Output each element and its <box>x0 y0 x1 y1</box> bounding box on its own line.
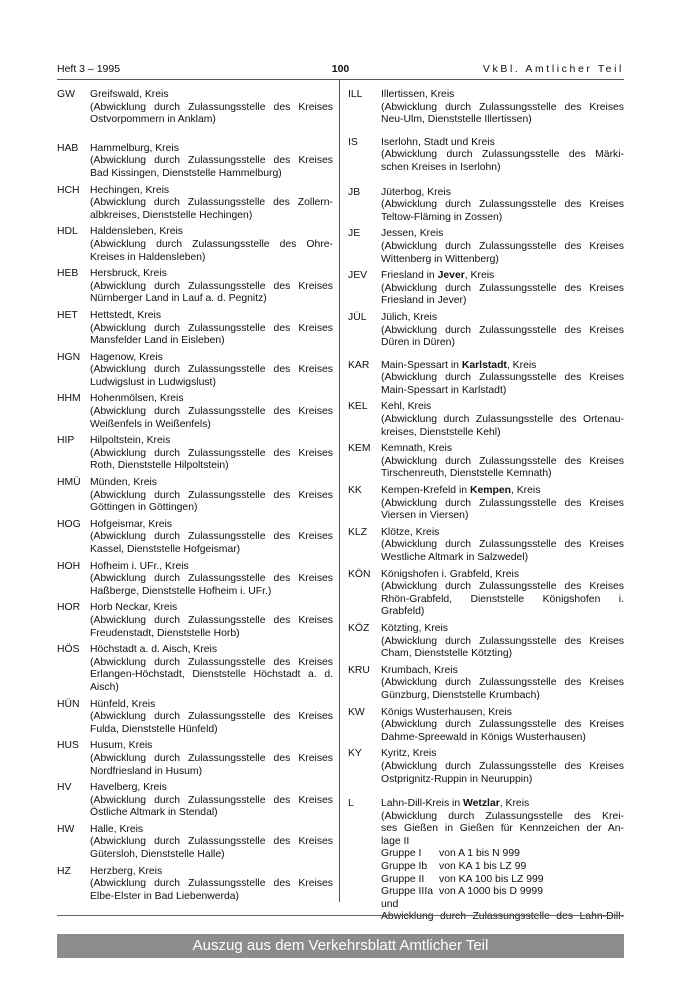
district-name: Hohenmölsen, Kreis <box>90 393 184 405</box>
group-name: Gruppe II <box>381 873 425 885</box>
bottom-rule <box>57 915 624 916</box>
entry-body <box>381 665 624 703</box>
entry-body <box>381 312 624 350</box>
entry-body <box>90 352 333 390</box>
district-name: Krumbach, Kreis <box>381 664 458 676</box>
district-code: KÖZ <box>348 622 370 634</box>
district-code: KLZ <box>348 526 368 538</box>
district-code: HÜN <box>57 698 80 710</box>
district-code: HÖS <box>57 644 80 656</box>
district-name: Haldensleben, Kreis <box>90 226 183 238</box>
entry-body <box>90 393 333 431</box>
plate-group <box>381 874 624 887</box>
district-name: Klötze, Kreis <box>381 526 440 538</box>
district-name: Iserlohn, Stadt und Kreis <box>381 136 495 148</box>
registration-entry <box>57 310 333 348</box>
registration-entry <box>348 569 624 619</box>
description-line: Viersen in Viersen) <box>381 510 469 522</box>
description-line: Grabfeld) <box>381 606 425 618</box>
registration-entry <box>348 665 624 703</box>
description-line: Haßberge, Dienststelle Hofheim i. UFr.) <box>90 585 272 597</box>
registration-entry <box>348 748 624 786</box>
district-code: HOR <box>57 602 81 614</box>
page-header <box>57 63 624 79</box>
district-name: Herzberg, Kreis <box>90 865 163 877</box>
registration-entry <box>348 270 624 308</box>
description-line: Mansfelder Land in Eisleben) <box>90 335 225 347</box>
description-line: Günzburg, Dienststelle Krumbach) <box>381 689 540 701</box>
entry-body <box>90 699 333 737</box>
registration-entry <box>348 707 624 745</box>
registration-entry <box>57 226 333 264</box>
district-name <box>381 485 624 498</box>
entry-body <box>381 137 624 175</box>
district-code: HUS <box>57 740 79 752</box>
name-prefix: Lahn-Dill-Kreis in <box>381 798 463 810</box>
seat-name: Kempen <box>469 485 511 497</box>
entry-body <box>90 561 333 599</box>
description-line: (Abwicklung durch Zulassungsstelle des Kreises <box>90 878 333 890</box>
description-line: lage II <box>381 835 410 847</box>
description-line: (Abwicklung durch Zulassungsstelle des Kreises <box>381 677 624 689</box>
footer-banner: Auszug aus dem Verkehrsblatt Amtlicher Teil <box>57 934 624 958</box>
description-line: Ludwigslust in Ludwigslust) <box>90 376 216 388</box>
district-name: Jülich, Kreis <box>381 311 438 323</box>
description-line: albkreises, Dienststelle Hechingen) <box>90 209 253 221</box>
entry-body <box>90 89 333 127</box>
district-code: KÖN <box>348 568 371 580</box>
district-name: Husum, Kreis <box>90 740 153 752</box>
registration-entry <box>348 623 624 661</box>
district-code: HV <box>57 782 72 794</box>
name-prefix: Friesland in <box>381 270 438 282</box>
district-code: HOH <box>57 560 81 572</box>
right-column <box>348 89 624 924</box>
description-line: (Abwicklung durch Zulassungsstelle des Kreises <box>90 711 333 723</box>
entry-body <box>90 310 333 348</box>
district-name: Horb Neckar, Kreis <box>90 602 178 614</box>
entry-body <box>90 602 333 640</box>
description-line: und <box>381 898 399 910</box>
description-line: Ostprignitz-Ruppin in Neuruppin) <box>381 773 533 785</box>
description-line: Nordfriesland in Husum) <box>90 765 203 777</box>
district-name: Münden, Kreis <box>90 477 157 489</box>
entry-body <box>381 623 624 661</box>
entry-body <box>381 527 624 565</box>
description-line: (Abwicklung durch Zulassungsstelle des Ohre- <box>90 238 333 250</box>
description-line: (Abwicklung durch Zulassungsstelle des Kreises <box>381 719 624 731</box>
entry-body <box>90 824 333 862</box>
issue-label: Heft 3 – 1995 <box>57 63 121 75</box>
registration-entry <box>57 435 333 473</box>
description-line: Nürnberger Land in Lauf a. d. Pegnitz) <box>90 293 267 305</box>
description-line: Friesland in Jever) <box>381 295 467 307</box>
group-name: Gruppe Ib <box>381 861 428 873</box>
entry-body <box>381 89 624 127</box>
entry-body <box>381 401 624 439</box>
registration-entry <box>348 527 624 565</box>
description-line: (Abwicklung durch Zulassungsstelle des Kreises <box>381 455 624 467</box>
entry-body <box>381 187 624 225</box>
left-column <box>57 89 333 903</box>
district-code: KEM <box>348 443 371 455</box>
description-line: (Abwicklung durch Zulassungsstelle des Kreises <box>381 760 624 772</box>
registration-entry <box>57 185 333 223</box>
plate-group <box>381 886 624 899</box>
registration-entry <box>57 824 333 862</box>
district-code: HW <box>57 823 75 835</box>
description-line: (Abwicklung durch Zulassungsstelle des Kreises <box>381 372 624 384</box>
district-code: HCH <box>57 184 80 196</box>
description-line: Fulda, Dienststelle Hünfeld) <box>90 723 218 735</box>
district-code: HZ <box>57 865 71 877</box>
description-line: (Abwicklung durch Zulassungsstelle des Kreises <box>90 155 333 167</box>
description-line: Main-Spessart in Karlstadt) <box>381 384 507 396</box>
description-line: kreises, Dienststelle Kehl) <box>381 426 501 438</box>
description-line: Tirschenreuth, Dienststelle Kemnath) <box>381 468 552 480</box>
registration-entry <box>348 187 624 225</box>
description-line: Rhön-Grabfeld, Dienststelle Königshofen i. <box>381 593 624 605</box>
registration-entry <box>57 352 333 390</box>
group-range: von KA 1 bis LZ 99 <box>439 861 527 873</box>
district-code: KRU <box>348 664 370 676</box>
plate-group <box>381 861 624 874</box>
entry-body <box>381 270 624 308</box>
district-name: Kehl, Kreis <box>381 401 432 413</box>
description-line: Aisch) <box>90 681 119 693</box>
district-code: HOG <box>57 518 81 530</box>
registration-entry <box>57 740 333 778</box>
description-line: (Abwicklung durch Zulassungsstelle des Kreises <box>381 324 624 336</box>
district-name: Hofgeismar, Kreis <box>90 518 172 530</box>
district-name: Königs Wusterhausen, Kreis <box>381 706 512 718</box>
district-name: Halle, Kreis <box>90 823 144 835</box>
registration-entry <box>57 477 333 515</box>
group-range: von KA 100 bis LZ 999 <box>439 873 544 885</box>
group-name: Gruppe IIIa <box>381 886 433 898</box>
description-line: (Abwicklung durch Zulassungsstelle des Kreises <box>381 539 624 551</box>
seat-name: Jever <box>437 270 465 282</box>
district-code: KY <box>348 748 362 760</box>
entry-body <box>381 798 624 924</box>
description-line: Kreises in Haldensleben) <box>90 251 206 263</box>
registration-entry <box>57 268 333 306</box>
description-line: (Abwicklung durch Zulassungsstelle des Zollern- <box>90 197 333 209</box>
description-line: (Abwicklung durch Zulassungsstelle des Krei- <box>381 810 624 822</box>
group-range: von A 1000 bis D 9999 <box>439 886 543 898</box>
description-line: Bad Kissingen, Dienststelle Hammelburg) <box>90 167 282 179</box>
description-line: Ostvorpommern in Anklam) <box>90 114 216 126</box>
district-code: HEB <box>57 268 79 280</box>
description-line: (Abwicklung durch Zulassungsstelle des Kreises <box>90 101 333 113</box>
district-name <box>381 798 624 811</box>
entry-body <box>381 360 624 398</box>
entry-body <box>381 707 624 745</box>
registration-entry <box>57 644 333 694</box>
description-line: (Abwicklung durch Zulassungsstelle des Kreises <box>90 531 333 543</box>
description-line: (Abwicklung durch Zulassungsstelle des Kreises <box>90 752 333 764</box>
district-code: HGN <box>57 351 81 363</box>
registration-entry <box>57 89 333 127</box>
description-line: Düren in Düren) <box>381 337 455 349</box>
district-code: HHM <box>57 393 81 405</box>
district-code: KK <box>348 485 362 497</box>
registration-entry <box>348 137 624 175</box>
header-rule <box>57 79 624 80</box>
name-suffix: , Kreis <box>464 270 495 282</box>
description-line: (Abwicklung durch Zulassungsstelle des Kreises <box>381 635 624 647</box>
district-code: HIP <box>57 435 75 447</box>
seat-name: Karlstadt <box>461 359 507 371</box>
description-line: (Abwicklung durch Zulassungsstelle des Kreises <box>90 364 333 376</box>
registration-entry <box>348 89 624 127</box>
district-code: JE <box>348 228 361 240</box>
name-suffix: , Kreis <box>499 798 530 810</box>
name-prefix: Kempen-Krefeld in <box>381 485 470 497</box>
description-line: Erlangen-Höchstadt, Dienststelle Höchstadt a. d. <box>90 669 333 681</box>
registration-entry <box>348 312 624 350</box>
district-name: Illertissen, Kreis <box>381 89 455 100</box>
registration-entry <box>348 798 624 924</box>
entry-body <box>90 185 333 223</box>
entry-body <box>381 228 624 266</box>
column-divider <box>339 80 340 902</box>
district-name: Königshofen i. Grabfeld, Kreis <box>381 568 520 580</box>
entry-body <box>90 782 333 820</box>
description-line: Teltow-Fläming in Zossen) <box>381 211 503 223</box>
description-line: Abwicklung durch Zulassungsstelle des Lahn-Dill- <box>381 911 624 923</box>
description-line: (Abwicklung durch Zulassungsstelle des Kreises <box>381 199 624 211</box>
description-line: Kassel, Dienststelle Hofgeismar) <box>90 544 241 555</box>
description-line: (Abwicklung durch Zulassungsstelle des Kreises <box>90 280 333 292</box>
entry-body <box>90 226 333 264</box>
description-line: Cham, Dienststelle Kötzting) <box>381 648 513 660</box>
district-name: Hettstedt, Kreis <box>90 309 162 321</box>
description-line: Gütersloh, Dienststelle Halle) <box>90 849 225 861</box>
description-line: Dahme-Spreewald in Königs Wusterhausen) <box>381 731 586 743</box>
description-line: (Abwicklung durch Zulassungsstelle des Kreises <box>381 581 624 593</box>
district-code: HAB <box>57 142 79 154</box>
entry-body <box>90 866 333 904</box>
page-number: 100 <box>331 63 350 75</box>
description-line: Östliche Altmark in Stendal) <box>90 807 218 819</box>
district-code: L <box>348 798 354 810</box>
district-code: HMÜ <box>57 477 81 489</box>
entry-body <box>90 143 333 181</box>
district-name: Hammelburg, Kreis <box>90 142 179 154</box>
plate-group <box>381 848 624 861</box>
description-line: (Abwicklung durch Zulassungsstelle des Kreises <box>90 322 333 334</box>
district-code: KAR <box>348 359 370 371</box>
district-code: GW <box>57 89 75 100</box>
description-line: (Abwicklung durch Zulassungsstelle des Kreises <box>90 614 333 626</box>
district-code: HDL <box>57 226 78 238</box>
registration-entry <box>57 602 333 640</box>
district-name: Hersbruck, Kreis <box>90 268 167 280</box>
description-line: schen Kreises in Iserlohn) <box>381 161 501 173</box>
district-name: Höchstadt a. d. Aisch, Kreis <box>90 644 218 656</box>
entry-body <box>381 569 624 619</box>
description-line: (Abwicklung durch Zulassungsstelle des Kreises <box>90 447 333 459</box>
entry-body <box>381 485 624 523</box>
registration-entry <box>348 401 624 439</box>
district-code: JÜL <box>348 311 367 323</box>
entry-body <box>90 519 333 557</box>
description-line: (Abwicklung durch Zulassungsstelle des Kreises <box>381 240 624 252</box>
district-name: Kemnath, Kreis <box>381 443 453 455</box>
description-line: (Abwicklung durch Zulassungsstelle des Märki- <box>381 149 624 161</box>
district-name: Hofheim i. UFr., Kreis <box>90 560 189 572</box>
registration-entry <box>57 393 333 431</box>
district-code: JB <box>348 186 361 198</box>
entry-body <box>90 644 333 694</box>
description-line: Westliche Altmark in Salzwedel) <box>381 552 529 563</box>
description-line: (Abwicklung durch Zulassungsstelle des Kreises <box>90 406 333 418</box>
district-name: Hagenow, Kreis <box>90 351 163 363</box>
description-line: (Abwicklung durch Zulassungsstelle des Ortenau- <box>381 414 624 426</box>
description-line: Weißenfels in Weißenfels) <box>90 418 211 430</box>
district-name: Kyritz, Kreis <box>381 748 437 760</box>
description-line: Freudenstadt, Dienststelle Horb) <box>90 627 240 639</box>
description-line: Neu-Ulm, Dienststelle Illertissen) <box>381 114 532 126</box>
registration-entry <box>57 782 333 820</box>
district-name: Havelberg, Kreis <box>90 782 167 794</box>
group-name: Gruppe I <box>381 848 422 860</box>
seat-name: Wetzlar <box>463 798 500 810</box>
name-prefix: Main-Spessart in <box>381 359 462 371</box>
group-range: von A 1 bis N 999 <box>439 848 520 860</box>
description-line: (Abwicklung durch Zulassungsstelle des Kreises <box>381 497 624 509</box>
entry-body <box>90 268 333 306</box>
district-name: Jessen, Kreis <box>381 228 444 240</box>
district-code: JEV <box>348 270 368 282</box>
registration-entry <box>348 443 624 481</box>
description-line: (Abwicklung durch Zulassungsstelle des Kreises <box>90 573 333 585</box>
district-name: Hünfeld, Kreis <box>90 698 156 710</box>
description-line: (Abwicklung durch Zulassungsstelle des Kreises <box>90 794 333 806</box>
description-line: ses Gießen in Gießen für Kennzeichen der An- <box>381 823 624 835</box>
district-name: Hilpoltstein, Kreis <box>90 435 171 447</box>
district-name: Hechingen, Kreis <box>90 184 170 196</box>
description-line: (Abwicklung durch Zulassungsstelle des Kreises <box>90 836 333 848</box>
entry-body <box>90 435 333 473</box>
district-name: Jüterbog, Kreis <box>381 186 451 198</box>
registration-entry <box>57 561 333 599</box>
district-code: KW <box>348 706 365 718</box>
entry-body <box>381 443 624 481</box>
description-line: (Abwicklung durch Zulassungsstelle des Kreises <box>381 282 624 294</box>
district-name <box>381 360 624 373</box>
entry-body <box>381 748 624 786</box>
district-name <box>381 270 624 283</box>
registration-entry <box>57 519 333 557</box>
district-name: Kötzting, Kreis <box>381 622 448 634</box>
district-code: ILL <box>348 89 363 100</box>
name-suffix: , Kreis <box>506 359 537 371</box>
registration-entry <box>57 143 333 181</box>
description-line: (Abwicklung durch Zulassungsstelle des Kreises <box>381 101 624 113</box>
registration-entry <box>348 485 624 523</box>
entry-body <box>90 740 333 778</box>
description-line: (Abwicklung durch Zulassungsstelle des Kreises <box>90 489 333 501</box>
registration-entry <box>348 360 624 398</box>
description-line: Wittenberg in Wittenberg) <box>381 253 499 265</box>
description-line: (Abwicklung durch Zulassungsstelle des Kreises <box>90 656 333 668</box>
registration-entry <box>57 699 333 737</box>
registration-entry <box>57 866 333 904</box>
name-suffix: , Kreis <box>510 485 541 497</box>
description-line: Göttingen in Göttingen) <box>90 502 198 514</box>
registration-entry <box>348 228 624 266</box>
description-line: Roth, Dienststelle Hilpoltstein) <box>90 460 229 472</box>
district-name: Greifswald, Kreis <box>90 89 169 100</box>
description-line: Elbe-Elster in Bad Liebenwerda) <box>90 890 240 902</box>
publication-title: VkBl. Amtlicher Teil <box>482 63 624 75</box>
entry-body <box>90 477 333 515</box>
district-code: HET <box>57 309 78 321</box>
district-code: IS <box>348 136 358 148</box>
district-code: KEL <box>348 401 368 413</box>
